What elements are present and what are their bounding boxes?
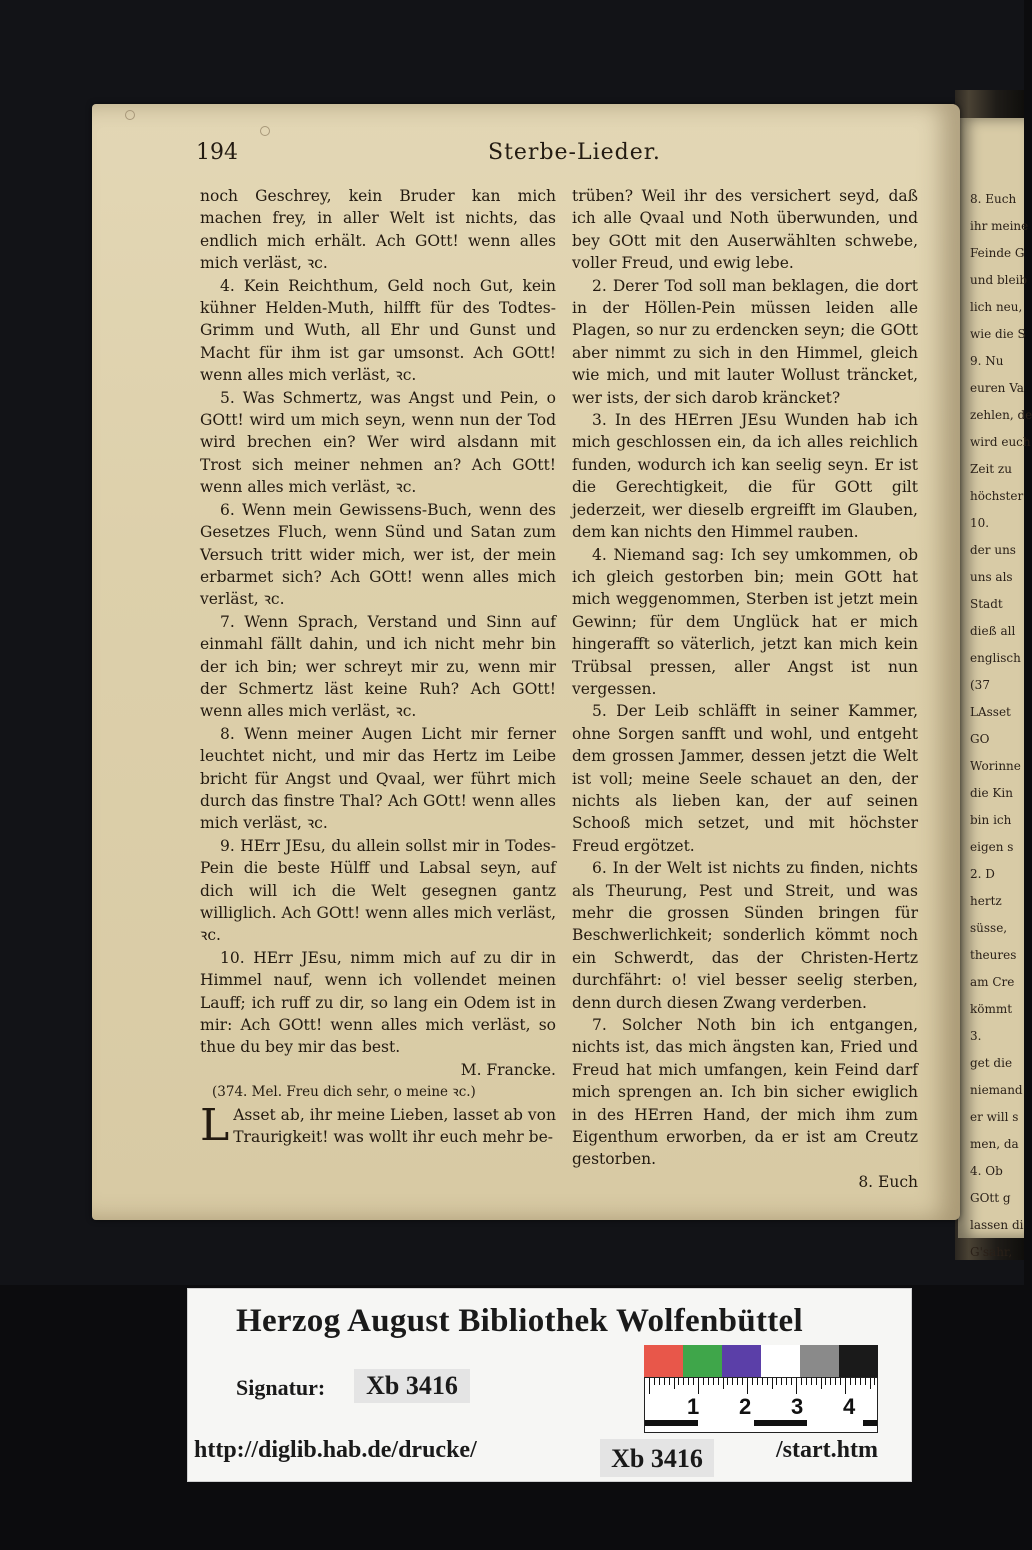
facing-page-line: Stadt [970,597,1003,611]
facing-page-line: 4. Ob [970,1164,1003,1178]
color-swatch [683,1345,722,1377]
ruler-tick [649,1378,650,1394]
facing-page-line: dieß all [970,624,1016,638]
ruler-tick [718,1378,719,1385]
ruler-tick [821,1378,822,1389]
ruler-tick [757,1378,758,1385]
verse-paragraph: 3. In des HErren JEsu Wunden hab ich mich geschlossen ein, da ich alles reichlich funden, wodurch ich kan seelig seyn. Er ist die Gerechtigkeit, die für GOtt gilt jederzeit, wer dieselb ergreifft im Glauben, dem kan nichts den Himmel rauben. [572,411,918,542]
verse-paragraph: 2. Derer Tod soll man beklagen, die dort in der Höllen-Pein müssen leiden alle Plagen, so nur zu erdencken seyn; die GOtt aber nimmt zu sich in den Himmel, gleich wie mich, und mit lauter Wollust träncket, wer ists, der sich darob kräncket? [572,276,918,407]
institution-name: Herzog August Bibliothek Wolfenbüttel [236,1303,803,1339]
facing-page-line: 8. Euch [970,192,1017,206]
facing-page-line: Feinde G [970,246,1025,260]
ruler-number: 4 [843,1394,856,1419]
facing-page [958,118,1032,1259]
ruler-tick [865,1378,866,1385]
scale-ruler [644,1377,878,1433]
ruler-tick [747,1378,748,1394]
facing-page-line: kömmt [970,1002,1013,1016]
verse-paragraph: 9. HErr JEsu, du allein sollst mir in Todes-Pein die beste Hülff und Labsal seyn, auf dich will ich die Welt gesegnen gantz williglich. Ach GOtt! wenn alles mich verläst, ꝛc. [200,836,556,945]
facing-page-line: wie die S [970,327,1026,341]
signatur-value: Xb 3416 [354,1369,470,1403]
verse-paragraph: 7. Solcher Noth bin ich entgangen, nichts ist, das mich ängsten kan, Fried und Freud hat mich umfangen, kein Feind darf mich sprengen an. Ich bin sicher ewiglich in des HErren Hand, der mich ihm zum Eigenthum erworben, da er ist am Creutz gestorben. [572,1016,918,1169]
facing-page-line: 10. [970,516,990,530]
ruler-tick [835,1378,836,1385]
facing-page-line: niemand [970,1083,1023,1097]
ruler-tick [772,1378,773,1389]
verse-paragraph: 4. Kein Reichthum, Geld noch Gut, kein kühner Helden-Muth, hilfft für des Todtes-Grimm und Wuth, all Ehr und Gunst und Macht für ihm ist gar umsonst. Ach GOtt! wenn alles mich verläst, ꝛc. [200,276,556,385]
color-swatch [839,1345,878,1377]
url-prefix[interactable]: http://diglib.hab.de/drucke/ [194,1437,477,1463]
ruler-tick [767,1378,768,1385]
ruler-number: 1 [687,1394,700,1419]
facing-page-line: G'sahr, [970,1245,1013,1259]
ruler-tick [737,1378,738,1385]
ruler-number: 2 [739,1394,752,1419]
ruler-tick [855,1378,856,1385]
ruler-tick [806,1378,807,1385]
library-label-card [187,1288,912,1482]
ruler-tick [850,1378,851,1385]
signatur-label: Signatur: [236,1375,326,1400]
ruler-tick [664,1378,665,1385]
facing-page-line: 2. D [970,867,995,881]
facing-page-line: uns als [970,570,1013,584]
ruler-tick [713,1378,714,1385]
color-swatch [644,1345,683,1377]
verse-paragraph: 5. Was Schmertz, was Angst und Pein, o GOtt! wird um mich seyn, wenn nun der Tod wird brechen ein? Wer wird alsdann mit Trost sich meiner nehmen an? Ach GOtt! wenn alles mich verläst, ꝛc. [200,388,556,497]
facing-page-line: GOtt g [970,1191,1011,1205]
verse-paragraph: 6. Wenn mein Gewissens-Buch, wenn des Gesetzes Fluch, wenn Sünd und Satan zum Versuch tritt wider mich, wer ist, der mein erbarmet sich? Ach GOtt! wenn alles mich verläst, ꝛc. [200,500,556,609]
facing-page-line: hertz [970,894,1002,908]
facing-page-line: 3. [970,1029,982,1043]
color-swatch [761,1345,800,1377]
ruler-tick [816,1378,817,1385]
color-swatch [800,1345,839,1377]
melody-heading: (374. Mel. Freu dich sehr, o meine ꝛc.) [212,1084,476,1101]
page-hole [125,110,135,120]
facing-page-line: wird euch [970,435,1031,449]
facing-page-line: lassen di [970,1218,1024,1232]
ruler-tick [678,1378,679,1385]
url-suffix[interactable]: /start.htm [776,1437,878,1463]
verse-paragraph: 10. HErr JEsu, nimm mich auf zu dir in Himmel nauf, wenn ich vollendet meinen Lauff; ich ruff zu dir, so lang ein Odem ist in mir: Ach GOtt! wenn alles mich verläst, so thue du bey mir das best. [200,948,556,1057]
author-signature: M. Francke. [460,1060,556,1079]
facing-page-line: lich neu, [970,300,1023,314]
facing-page-line: euren Va [970,381,1024,395]
facing-page-line: 9. Nu [970,354,1004,368]
ruler-tick [840,1378,841,1385]
verse-paragraph: 7. Wenn Sprach, Verstand und Sinn auf einmahl fällt dahin, und ich nicht mehr bin der ich bin; wer schreyt mir zu, wenn mir der Schmertz läst keine Ruh? Ach GOtt! wenn alles mich verläst, ꝛc. [200,612,556,721]
facing-page-line: und bleib [970,273,1028,287]
color-swatch [722,1345,761,1377]
facing-page-line: eigen s [970,840,1014,854]
ruler-tick [752,1378,753,1385]
facing-page-line: zehlen, de [970,408,1032,422]
ruler-tick [659,1378,660,1385]
ruler-tick [693,1378,694,1385]
catchword: 8. Euch [858,1172,918,1191]
ruler-tick [669,1378,670,1385]
facing-page-line: er will s [970,1110,1019,1124]
ruler-tick [683,1378,684,1385]
ruler-tick [742,1378,743,1385]
ruler-tick [830,1378,831,1385]
ruler-number: 3 [791,1394,804,1419]
facing-page-line: der uns [970,543,1016,557]
ruler-tick [781,1378,782,1385]
facing-page-line: am Cre [970,975,1015,989]
facing-page-line: Worinne [970,759,1021,773]
page-number: 194 [196,140,238,165]
ruler-tick [811,1378,812,1385]
ruler-tick [870,1378,871,1389]
ruler-tick [796,1378,797,1394]
facing-page-line: men, da [970,1137,1019,1151]
running-title: Sterbe-Lieder. [488,140,661,165]
ruler-tick [786,1378,787,1385]
facing-page-line: bin ich [970,813,1012,827]
ruler-tick [698,1378,699,1394]
facing-page-line: GO [970,732,990,746]
hymn-opening [200,1099,556,1151]
right-column [572,185,918,1193]
url-shelfmark[interactable]: Xb 3416 [600,1439,714,1477]
hymn-opening-text: Asset ab, ihr meine Lieben, lasset ab von Traurigkeit! was wollt ihr euch mehr be- [233,1105,556,1147]
ruler-tick [674,1378,675,1389]
left-column [200,185,556,1151]
facing-page-line: ihr meine [970,219,1029,233]
ruler-tick [860,1378,861,1385]
ruler-bar [645,1420,877,1426]
ruler-tick [874,1378,875,1385]
ruler-tick [825,1378,826,1385]
verse-paragraph: 4. Niemand sag: Ich sey umkommen, ob ich gleich gestorben bin; mein GOtt hat mich weggenommen, Sterben ist jetzt mein Gewinn; für dem Unglück hat er mich hingerafft so väterlich, jetzt kan mich kein Trübsal pressen, aller Angst ist nun vergessen. [572,545,918,698]
ruler-tick [703,1378,704,1385]
ruler-tick [654,1378,655,1385]
facing-page-line: die Kin [970,786,1013,800]
ruler-tick [845,1378,846,1394]
color-calibration-swatches [644,1345,878,1377]
ruler-tick [791,1378,792,1385]
facing-page-line: LAsset [970,705,1011,719]
facing-page-line: get die [970,1056,1013,1070]
ruler-tick [776,1378,777,1385]
ruler-tick [708,1378,709,1385]
facing-page-line: theures [970,948,1017,962]
ruler-tick [727,1378,728,1385]
ruler-tick [762,1378,763,1385]
ruler-tick [801,1378,802,1385]
verse-paragraph: 8. Wenn meiner Augen Licht mir ferner leuchtet nicht, und mir das Hertz im Leibe bricht für Angst und Qvaal, wer führt mich durch das finstre Thal? Ach GOtt! wenn alles mich verläst, ꝛc. [200,724,556,833]
verse-paragraph: noch Geschrey, kein Bruder kan mich machen frey, in aller Welt ist nichts, das endlich mich erhält. Ach GOtt! wenn alles mich verläst, ꝛc. [200,187,556,273]
ruler-tick [688,1378,689,1385]
facing-page-line: englisch [970,651,1021,665]
facing-page-text [958,118,1032,1266]
verse-paragraph: 6. In der Welt ist nichts zu finden, nichts als Theurung, Pest und Streit, und was mehr die grossen Sünden bringen für Beschwerlichkeit; sonderlich kömmt noch ein Schwerdt, das der Christen-Hertz durchfährt: o! viel besser seelig sterben, denn durch diesen Zwang verderben. [572,859,918,1012]
page-hole [260,126,270,136]
verse-paragraph: trüben? Weil ihr des versichert seyd, daß ich alle Qvaal und Noth überwunden, und bey GOtt mit den Auserwählten schwebe, voller Freud, und ewig lebe. [572,187,918,273]
ruler-tick [723,1378,724,1389]
facing-page-line: (37 [970,678,990,692]
drop-cap: L [200,1099,230,1151]
ruler-tick [732,1378,733,1385]
facing-page-line: süsse, [970,921,1008,935]
verse-paragraph: 5. Der Leib schläfft in seiner Kammer, ohne Sorgen sanfft und wohl, und entgeht dem grossen Jammer, dessen jetzt die Welt ist voll; meine Seele schauet an den, der nichts als lieben kan, der auf seinen Schooß mich setzet, und mit höchster Freud ergötzet. [572,702,918,855]
facing-page-line: Zeit zu [970,462,1012,476]
facing-page-line: höchster [970,489,1024,503]
